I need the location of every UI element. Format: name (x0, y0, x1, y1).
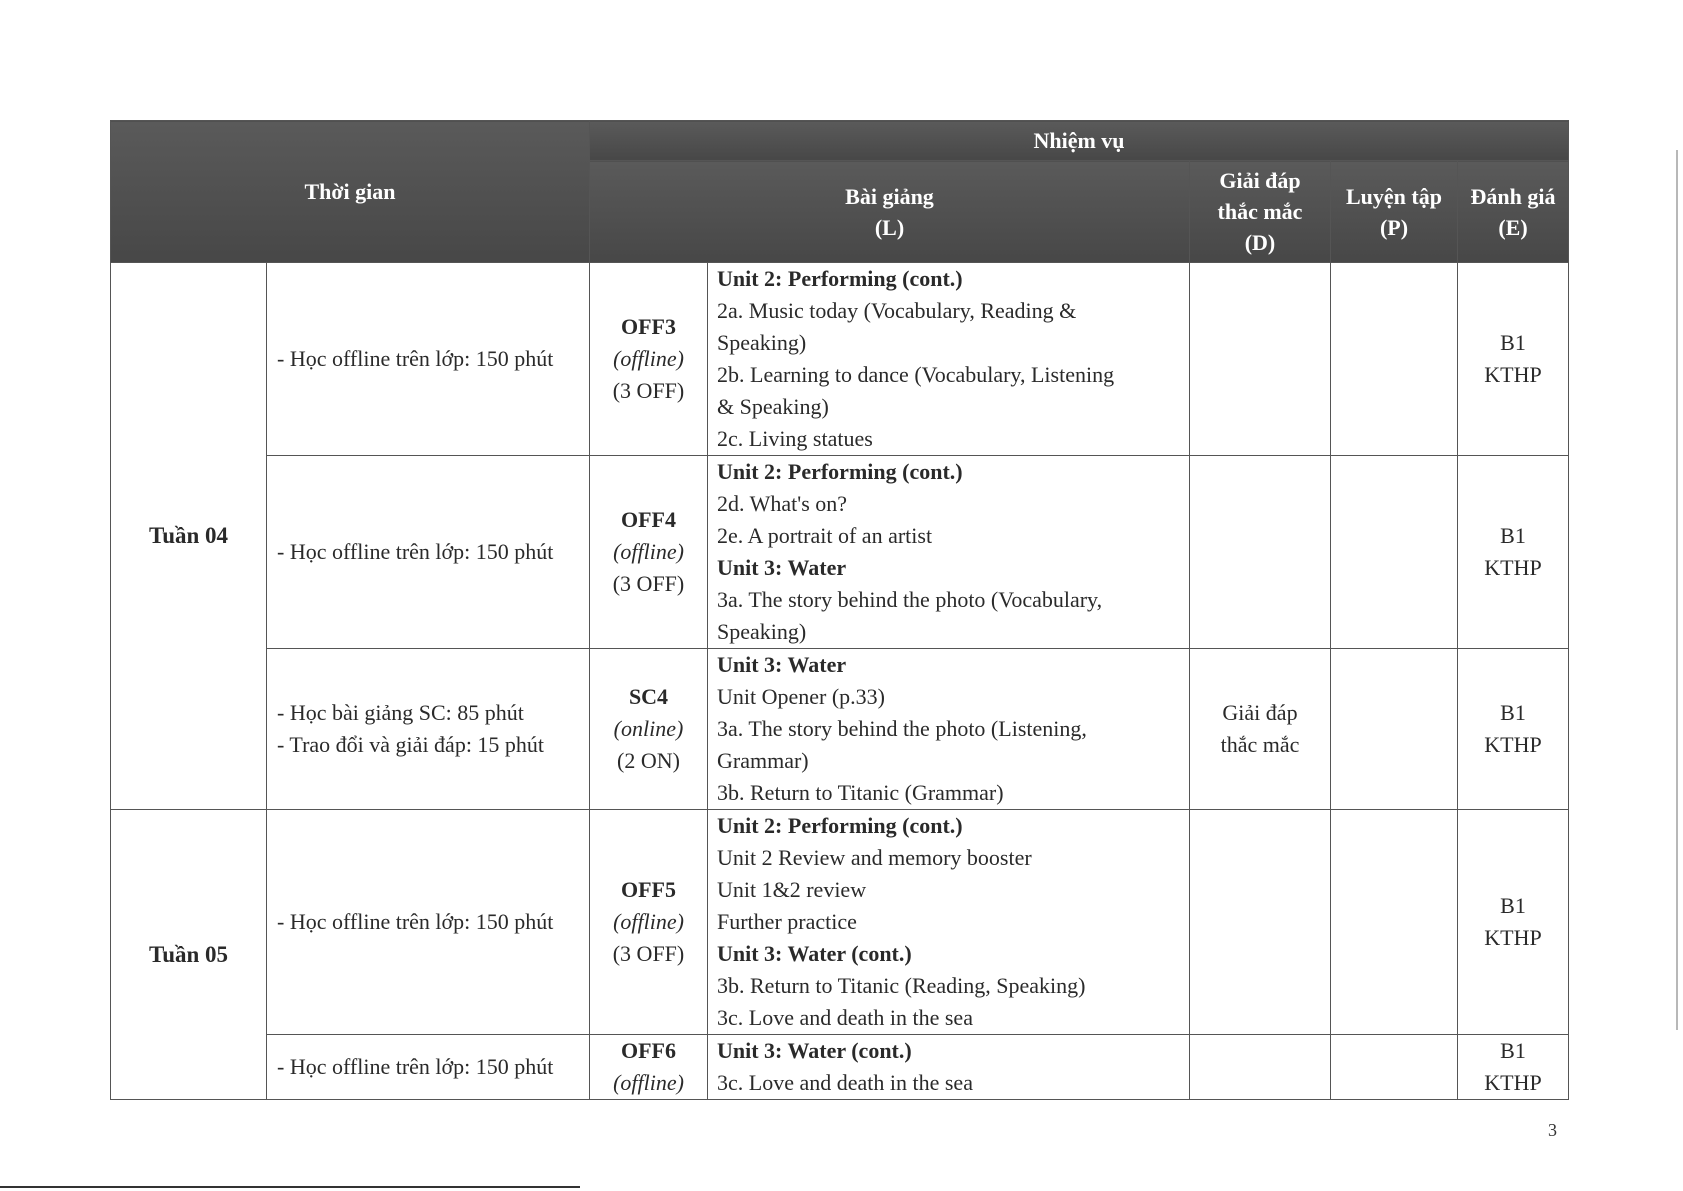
assessment-cell (1458, 810, 1569, 1035)
header-lecture-code: (L) (874, 214, 905, 240)
assessment-level: B1 (1500, 1038, 1526, 1063)
lesson-line: 3b. Return to Titanic (Reading, Speaking) (717, 973, 1086, 998)
assessment-type: KTHP (1484, 1070, 1542, 1095)
session-cell (590, 810, 708, 1035)
practice-cell (1331, 649, 1458, 810)
session-code: OFF6 (621, 1038, 676, 1063)
lesson-line: Unit 2 Review and memory booster (717, 845, 1032, 870)
lesson-cell (708, 649, 1190, 810)
session-count: (3 OFF) (612, 941, 685, 966)
header-assessment (1458, 161, 1569, 263)
page-number: 3 (1548, 1120, 1557, 1140)
time-line: - Trao đổi và giải đáp: 15 phút (277, 732, 545, 757)
table-row (111, 456, 1569, 649)
lesson-line: Unit Opener (p.33) (717, 684, 886, 709)
lesson-line: 2b. Learning to dance (Vocabulary, Listening (717, 362, 1115, 387)
lesson-line: 3a. The story behind the photo (Vocabulary, (717, 587, 1103, 612)
time-line: - Học offline trên lớp: 150 phút (277, 909, 554, 934)
assessment-type: KTHP (1484, 362, 1542, 387)
qa-line: thắc mắc (1220, 732, 1300, 757)
lesson-line: Unit 2: Performing (cont.) (717, 813, 963, 838)
lesson-line: Unit 3: Water (717, 555, 847, 580)
lesson-line: 3a. The story behind the photo (Listening, (717, 716, 1087, 741)
lesson-line: Speaking) (717, 330, 807, 355)
scan-artifact-line (0, 1186, 580, 1188)
time-line: - Học offline trên lớp: 150 phút (277, 1054, 554, 1079)
header-lecture-label: Bài giảng (845, 183, 934, 209)
assessment-cell (1458, 263, 1569, 456)
header-qa-label-1: Giải đáp (1219, 168, 1301, 193)
lesson-line: Unit 2: Performing (cont.) (717, 266, 963, 291)
lesson-line: 3b. Return to Titanic (Grammar) (717, 780, 1004, 805)
lesson-line: 2c. Living statues (717, 426, 873, 451)
scan-edge-shadow (1676, 150, 1678, 1030)
session-count: (3 OFF) (612, 571, 685, 596)
header-qa (1190, 161, 1331, 263)
session-mode: (offline) (613, 539, 684, 564)
session-mode: (offline) (613, 346, 684, 371)
session-code: OFF3 (621, 314, 676, 339)
lesson-line: 2e. A portrait of an artist (717, 523, 933, 548)
assessment-type: KTHP (1484, 555, 1542, 580)
qa-line: Giải đáp (1222, 700, 1298, 725)
header-practice-code: (P) (1379, 214, 1409, 240)
time-line: - Học offline trên lớp: 150 phút (277, 539, 554, 564)
lesson-cell (708, 263, 1190, 456)
assessment-cell (1458, 649, 1569, 810)
lesson-cell (708, 456, 1190, 649)
lesson-cell (708, 1035, 1190, 1100)
header-time: Thời gian (111, 121, 590, 263)
practice-cell (1331, 263, 1458, 456)
lesson-line: Unit 3: Water (717, 652, 847, 677)
session-cell (590, 649, 708, 810)
time-line: - Học bài giảng SC: 85 phút (277, 700, 524, 725)
qa-cell (1190, 649, 1331, 810)
session-cell (590, 456, 708, 649)
time-line: - Học offline trên lớp: 150 phút (277, 346, 554, 371)
header-qa-code: (D) (1244, 230, 1276, 255)
lesson-line: Speaking) (717, 619, 807, 644)
session-mode: (online) (613, 716, 684, 741)
assessment-cell (1458, 1035, 1569, 1100)
qa-cell (1190, 263, 1331, 456)
header-practice (1331, 161, 1458, 263)
assessment-level: B1 (1500, 893, 1526, 918)
qa-cell (1190, 1035, 1331, 1100)
time-cell (267, 263, 590, 456)
table-row (111, 263, 1569, 456)
assessment-level: B1 (1500, 330, 1526, 355)
header-lecture (590, 161, 1190, 263)
time-cell (267, 456, 590, 649)
week-label: Tuần 05 (111, 810, 267, 1100)
practice-cell (1331, 1035, 1458, 1100)
qa-cell (1190, 810, 1331, 1035)
session-count: (2 ON) (617, 748, 680, 773)
session-code: SC4 (628, 684, 669, 709)
lesson-line: Unit 3: Water (cont.) (717, 1038, 912, 1063)
header-practice-label: Luyện tập (1346, 183, 1442, 209)
header-assessment-label: Đánh giá (1470, 183, 1556, 209)
time-cell (267, 649, 590, 810)
lesson-line: Unit 3: Water (cont.) (717, 941, 912, 966)
lesson-line: Grammar) (717, 748, 809, 773)
session-count: (3 OFF) (612, 378, 685, 403)
qa-cell (1190, 456, 1331, 649)
header-assessment-code: (E) (1498, 214, 1528, 240)
session-code: OFF5 (621, 877, 676, 902)
lesson-line: 2a. Music today (Vocabulary, Reading & (717, 298, 1077, 323)
schedule-table (110, 120, 1569, 1100)
assessment-cell (1458, 456, 1569, 649)
header-tasks: Nhiệm vụ (590, 121, 1569, 161)
assessment-type: KTHP (1484, 732, 1542, 757)
assessment-level: B1 (1500, 523, 1526, 548)
header-qa-label-2: thắc mắc (1217, 199, 1303, 224)
lesson-line: 3c. Love and death in the sea (717, 1005, 973, 1030)
session-mode: (offline) (613, 909, 684, 934)
assessment-type: KTHP (1484, 925, 1542, 950)
week-label: Tuần 04 (111, 263, 267, 810)
table-row (111, 810, 1569, 1035)
session-cell (590, 1035, 708, 1100)
lesson-line: 3c. Love and death in the sea (717, 1070, 973, 1095)
session-code: OFF4 (621, 507, 676, 532)
table-row (111, 649, 1569, 810)
practice-cell (1331, 456, 1458, 649)
lesson-line: & Speaking) (717, 394, 829, 419)
lesson-line: Further practice (717, 909, 857, 934)
assessment-level: B1 (1500, 700, 1526, 725)
session-cell (590, 263, 708, 456)
lesson-line: Unit 1&2 review (717, 877, 867, 902)
time-cell (267, 810, 590, 1035)
time-cell (267, 1035, 590, 1100)
session-mode: (offline) (613, 1070, 684, 1095)
lesson-line: Unit 2: Performing (cont.) (717, 459, 963, 484)
table-row (111, 1035, 1569, 1100)
practice-cell (1331, 810, 1458, 1035)
lesson-cell (708, 810, 1190, 1035)
lesson-line: 2d. What's on? (717, 491, 848, 516)
